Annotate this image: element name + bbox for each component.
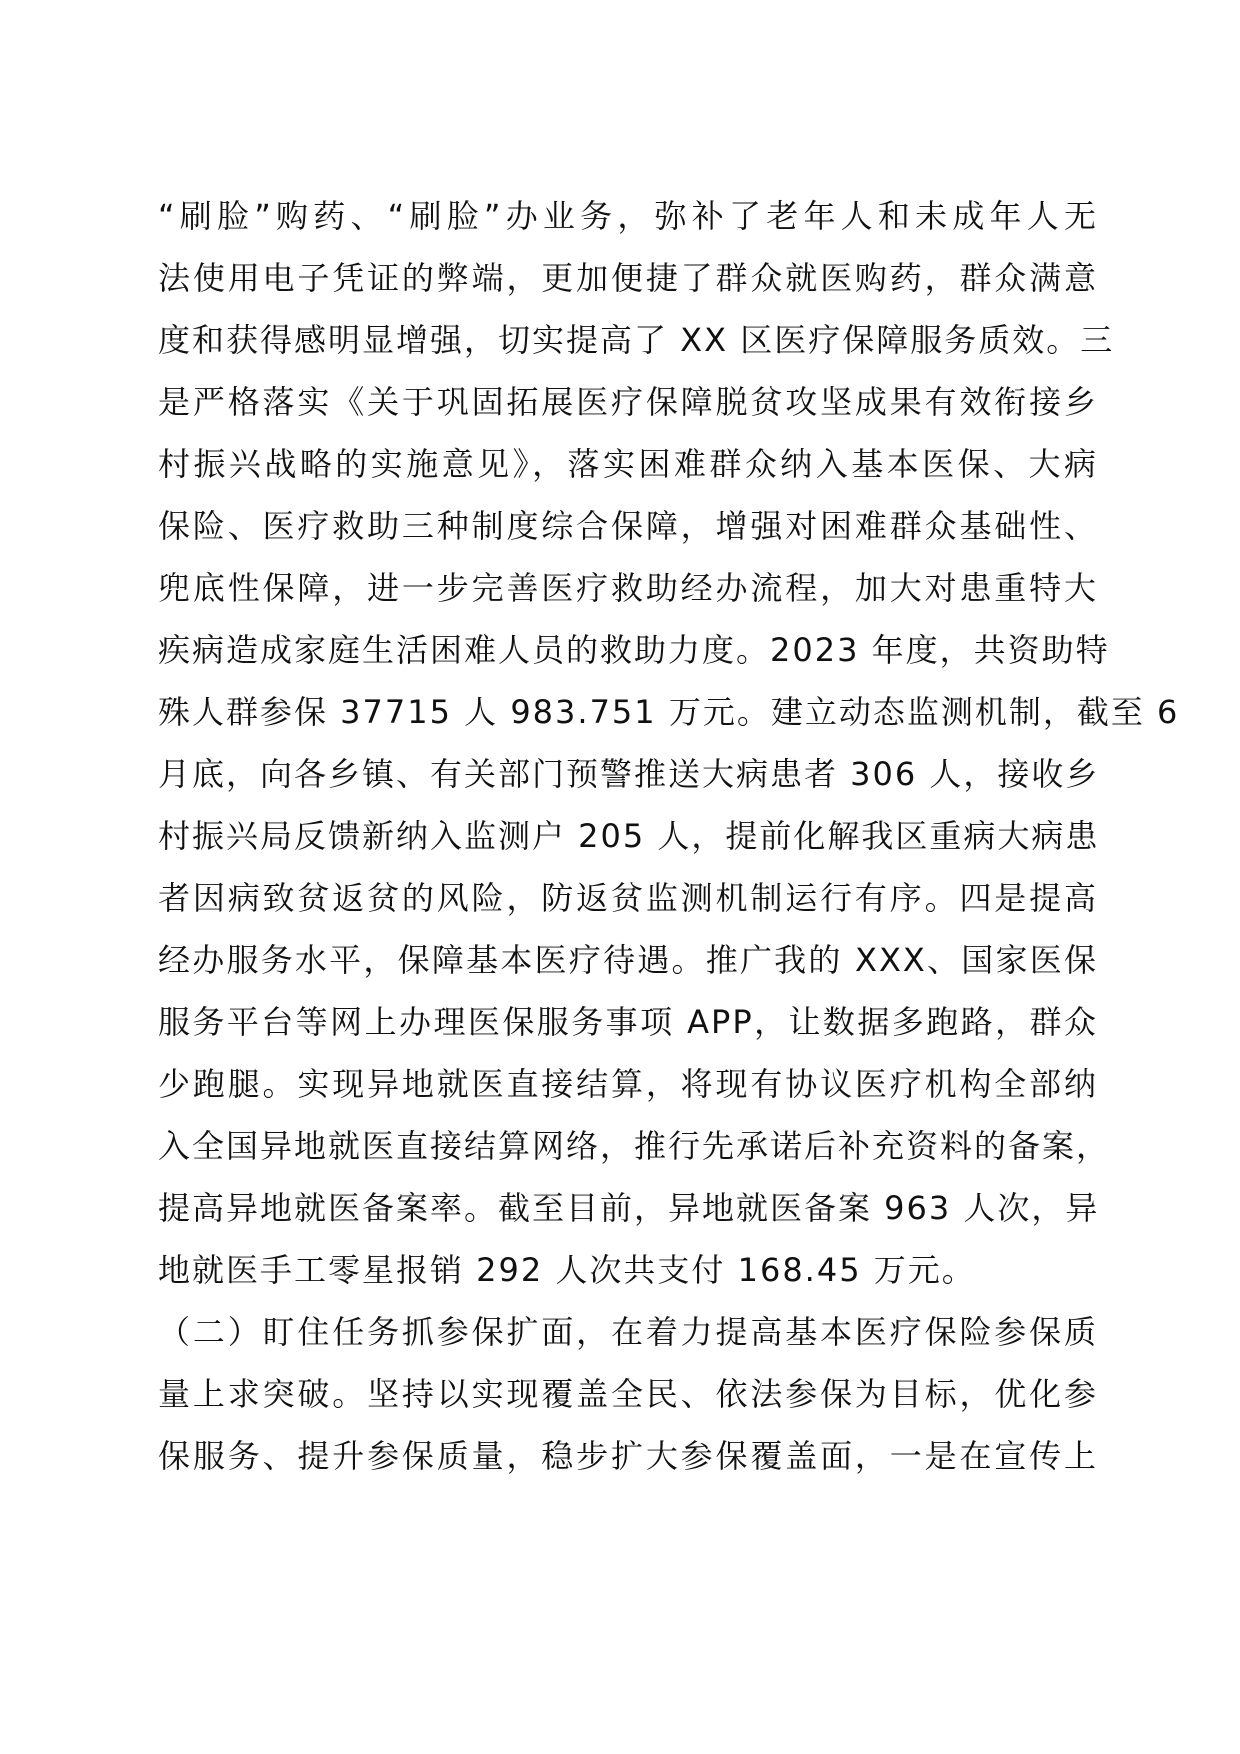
text-line: 地就医手工零星报销 292 人次共支付 168.45 万元。 xyxy=(158,1251,976,1289)
text-line: （二）盯住任务抓参保扩面，在着力提高基本医疗保险参保质 xyxy=(158,1313,1098,1351)
text-line: 提高异地就医备案率。截至目前，异地就医备案 963 人次，异 xyxy=(158,1189,1100,1227)
paragraph-1 xyxy=(158,185,1180,1301)
text-line: 少跑腿。实现异地就医直接结算，将现有协议医疗机构全部纳 xyxy=(158,1065,1098,1103)
body-text xyxy=(158,185,1180,1487)
text-line: 经办服务水平，保障基本医疗待遇。推广我的 XXX、国家医保 xyxy=(158,941,1098,979)
text-line: 入全国异地就医直接结算网络，推行先承诺后补充资料的备案， xyxy=(158,1127,1111,1165)
text-line: 村振兴局反馈新纳入监测户 205 人，提前化解我区重病大病患 xyxy=(158,817,1100,855)
text-line: 兜底性保障，进一步完善医疗救助经办流程，加大对患重特大 xyxy=(158,569,1098,607)
text-line: 法使用电子凭证的弊端，更加便捷了群众就医购药，群众满意 xyxy=(158,259,1098,297)
text-line: 村振兴战略的实施意见》，落实困难群众纳入基本医保、大病 xyxy=(158,445,1098,483)
text-line: 殊人群参保 37715 人 983.751 万元。建立动态监测机制，截至 6 xyxy=(158,693,1180,731)
text-line: 保险、医疗救助三种制度综合保障，增强对困难群众基础性、 xyxy=(158,507,1098,545)
text-line: 疾病造成家庭生活困难人员的救助力度。2023 年度，共资助特 xyxy=(158,631,1110,669)
text-line: 保服务、提升参保质量，稳步扩大参保覆盖面，一是在宣传上 xyxy=(158,1437,1098,1475)
text-line: 服务平台等网上办理医保服务事项 APP，让数据多跑路，群众 xyxy=(158,1003,1098,1041)
text-line: “刷脸”购药、“刷脸”办业务，弥补了老年人和未成年人无 xyxy=(158,197,1098,235)
text-line: 者因病致贫返贫的风险，防返贫监测机制运行有序。四是提高 xyxy=(158,879,1098,917)
text-line: 度和获得感明显增强，切实提高了 XX 区医疗保障服务质效。三 xyxy=(158,321,1115,359)
text-line: 月底，向各乡镇、有关部门预警推送大病患者 306 人，接收乡 xyxy=(158,755,1100,793)
text-line: 量上求突破。坚持以实现覆盖全民、依法参保为目标，优化参 xyxy=(158,1375,1098,1413)
text-line: 是严格落实《关于巩固拓展医疗保障脱贫攻坚成果有效衔接乡 xyxy=(158,383,1098,421)
paragraph-2 xyxy=(158,1301,1098,1487)
